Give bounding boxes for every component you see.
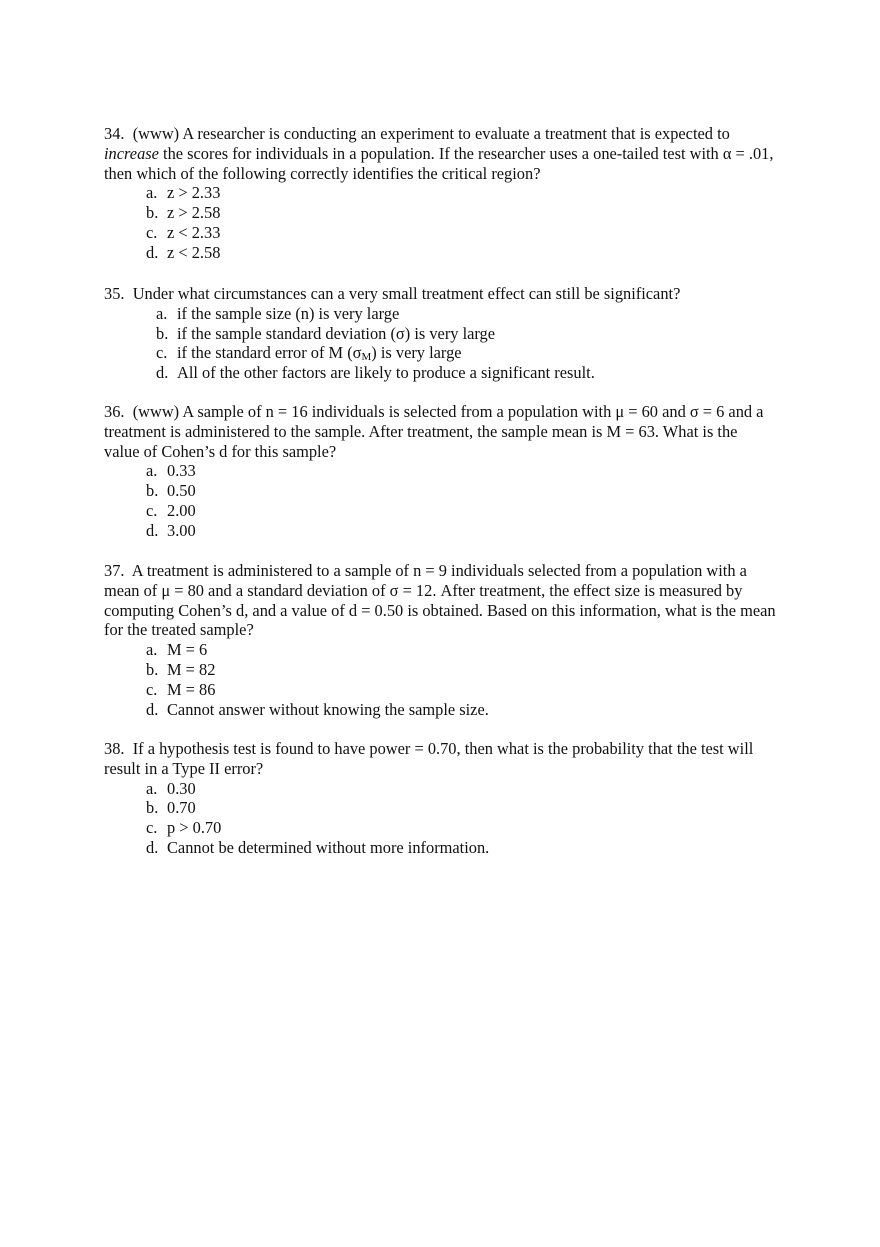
option-c: c. if the standard error of M (σM) is very large xyxy=(156,343,462,364)
option-list xyxy=(146,779,776,858)
question-text xyxy=(104,124,776,183)
option-b: b. M = 82 xyxy=(146,659,216,679)
question-emphasis: increase xyxy=(104,143,159,163)
option-a: a. if the sample size (n) is very large xyxy=(156,303,400,323)
option-c: c. p > 0.70 xyxy=(146,818,222,838)
option-list xyxy=(146,183,776,262)
question-35 xyxy=(104,284,776,383)
option-b: b. z > 2.58 xyxy=(146,203,221,223)
option-b: b. if the sample standard deviation (σ) is very large xyxy=(156,323,496,343)
question-text xyxy=(104,402,776,461)
question-number: 36. xyxy=(104,402,125,421)
option-d: d. Cannot be determined without more information. xyxy=(146,837,490,857)
option-d: d. 3.00 xyxy=(146,520,196,540)
option-list xyxy=(146,640,776,719)
question-34 xyxy=(104,124,776,263)
question-stem-end: the scores for individuals in a population. If the researcher uses a one-tailed test with α = .01, then which of the following correctly identifies the critical region? xyxy=(104,143,774,183)
question-36 xyxy=(104,402,776,541)
question-number: 38. xyxy=(104,739,125,758)
option-c: c. 2.00 xyxy=(146,500,196,520)
option-a: a. M = 6 xyxy=(146,640,208,660)
option-b: b. 0.70 xyxy=(146,798,196,818)
option-d: d. All of the other factors are likely to produce a significant result. xyxy=(156,363,595,383)
option-c: c. M = 86 xyxy=(146,679,216,699)
subscript-m: M xyxy=(361,351,372,364)
question-stem: A treatment is administered to a sample of n = 9 individuals selected from a population with a mean of μ = 80 and a standard deviation of σ = 12. After treatment, the effect size is measured by computing Cohen’s d, and a value of d = 0.50 is obtained. Based on this information, what is the mean for the treated sample? xyxy=(104,561,776,640)
question-number: 34. xyxy=(104,124,125,143)
question-text xyxy=(104,739,776,779)
question-38 xyxy=(104,739,776,858)
option-a: a. 0.30 xyxy=(146,778,196,798)
question-text xyxy=(104,561,776,640)
question-37 xyxy=(104,561,776,719)
option-b: b. 0.50 xyxy=(146,481,196,501)
question-number: 35. xyxy=(104,284,125,303)
question-stem: (www) A sample of n = 16 individuals is selected from a population with μ = 60 and σ = 6 and a treatment is administered to the sample. After treatment, the sample mean is M = 63. What is the value of Cohen’s d for this sample? xyxy=(104,402,764,461)
option-list xyxy=(146,461,776,540)
option-d: d. Cannot answer without knowing the sample size. xyxy=(146,699,489,719)
question-number: 37. xyxy=(104,561,125,580)
option-c: c. z < 2.33 xyxy=(146,222,221,242)
question-stem-start: (www) A researcher is conducting an experiment to evaluate a treatment that is expected to xyxy=(132,124,730,143)
option-a: a. z > 2.33 xyxy=(146,183,221,203)
question-text xyxy=(104,284,776,304)
option-d: d. z < 2.58 xyxy=(146,242,221,262)
question-stem: Under what circumstances can a very small treatment effect can still be significant? xyxy=(132,284,681,303)
option-a: a. 0.33 xyxy=(146,461,196,481)
option-list xyxy=(156,304,776,383)
question-stem: If a hypothesis test is found to have power = 0.70, then what is the probability that the test will result in a Type II error? xyxy=(104,739,754,778)
